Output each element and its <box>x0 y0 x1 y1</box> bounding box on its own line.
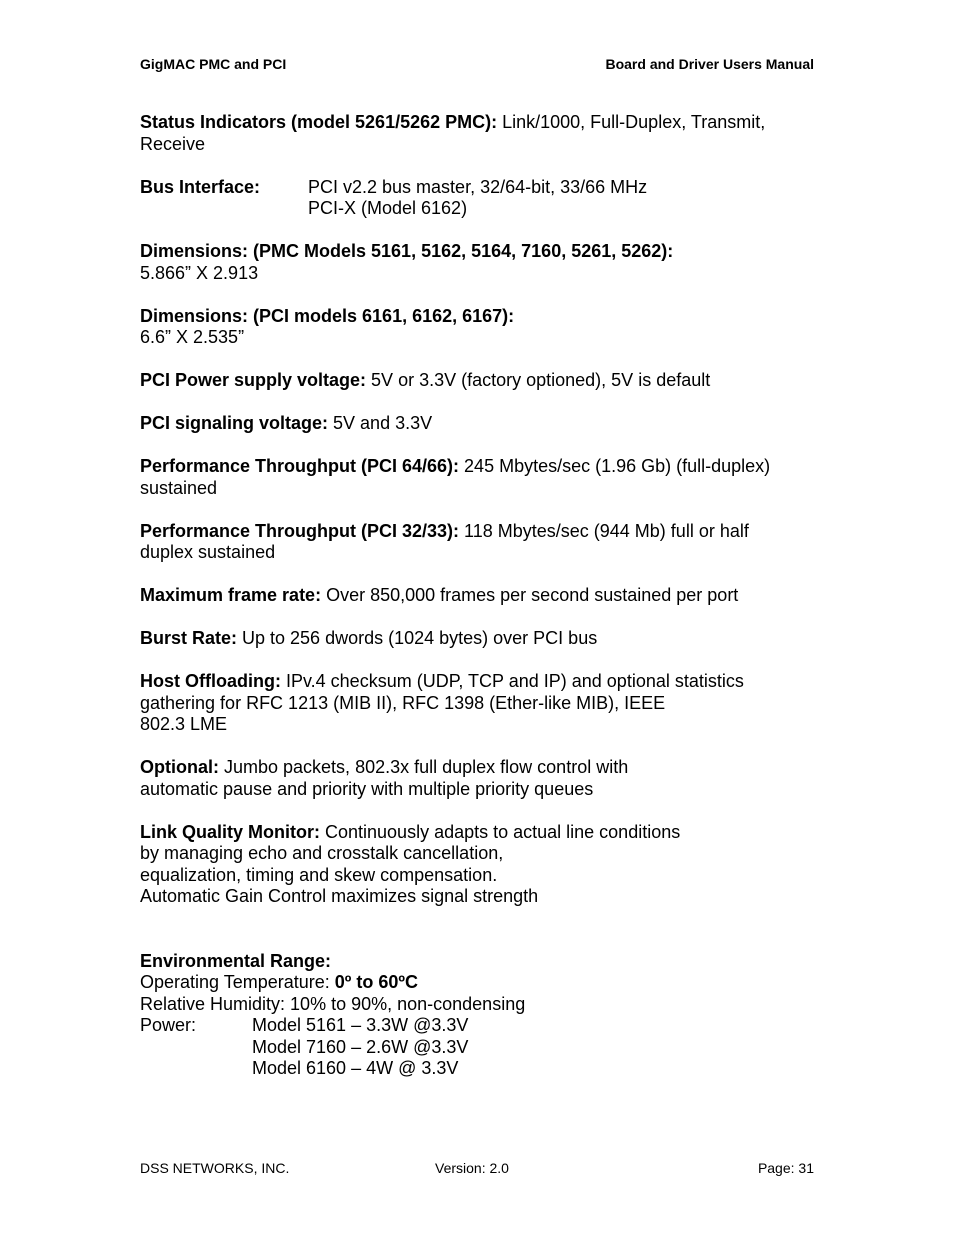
spec-value: Up to 256 dwords (1024 bytes) over PCI bus <box>237 628 598 648</box>
power-item: Model 5161 – 3.3W @3.3V <box>252 1015 469 1035</box>
spec-value: 5.866” X 2.913 <box>140 262 259 283</box>
signaling-voltage-spec <box>140 413 820 435</box>
spec-value: Continuously adapts to actual line conditions <box>320 821 681 842</box>
power-values <box>252 1015 820 1080</box>
spec-label: Bus Interface: <box>140 176 261 197</box>
bus-interface-spec <box>140 177 820 220</box>
spec-label: PCI Power supply voltage: <box>140 370 367 390</box>
optional-spec <box>140 757 820 800</box>
dimensions-pmc-spec <box>140 241 820 284</box>
temp-label: Operating Temperature: <box>140 972 335 992</box>
spec-value-cont: equalization, timing and skew compensation. <box>140 864 498 885</box>
spec-label: Link Quality Monitor: <box>140 821 320 842</box>
spec-content <box>140 112 820 1101</box>
footer-company: DSS NETWORKS, INC. <box>140 1160 290 1176</box>
power-spec <box>140 1015 820 1080</box>
status-indicators-spec <box>140 112 820 155</box>
relative-humidity: Relative Humidity: 10% to 90%, non-condensing <box>140 993 526 1014</box>
power-label: Power: <box>140 1015 197 1035</box>
spec-value: 5V or 3.3V (factory optioned), 5V is default <box>366 370 711 390</box>
spec-value-cont: by managing echo and crosstalk cancellation, <box>140 843 504 863</box>
spec-label: Dimensions: (PMC Models 5161, 5162, 5164, 7160, 5261, 5262): <box>140 241 674 261</box>
host-offloading-spec <box>140 671 820 736</box>
spec-value-cont: gathering for RFC 1213 (MIB II), RFC 1398 (Ether-like MIB), IEEE <box>140 692 666 713</box>
spec-value-cont: 802.3 LME <box>140 714 228 734</box>
spec-label: Burst Rate: <box>140 628 238 648</box>
spec-value: 6.6” X 2.535” <box>140 327 245 347</box>
throughput-64-spec <box>140 456 820 499</box>
spec-label: Performance Throughput (PCI 64/66): <box>140 456 460 476</box>
spec-value-cont: Automatic Gain Control maximizes signal strength <box>140 886 539 906</box>
spec-label: Performance Throughput (PCI 32/33): <box>140 520 460 541</box>
footer-version: Version: 2.0 <box>435 1160 509 1176</box>
spec-value-cont: duplex sustained <box>140 542 276 562</box>
spec-values <box>308 177 820 220</box>
spec-value: Link/1000, Full-Duplex, Transmit, <box>497 112 766 132</box>
spec-value: 5V and 3.3V <box>328 413 433 433</box>
spec-label: PCI signaling voltage: <box>140 413 329 433</box>
spec-value: 118 Mbytes/sec (944 Mb) full or half <box>459 520 749 541</box>
spec-label: Dimensions: (PCI models 6161, 6162, 6167): <box>140 305 515 326</box>
spec-value: PCI v2.2 bus master, 32/64-bit, 33/66 MHz <box>308 176 648 197</box>
header-doc-title: GigMAC PMC and PCI <box>140 56 287 72</box>
dimensions-pci-spec <box>140 306 820 349</box>
power-item: Model 6160 – 4W @ 3.3V <box>252 1058 459 1078</box>
link-quality-spec <box>140 822 820 908</box>
power-item: Model 7160 – 2.6W @3.3V <box>252 1036 469 1057</box>
burst-rate-spec <box>140 628 820 650</box>
footer-page-number: Page: 31 <box>757 1160 814 1176</box>
operating-temperature <box>140 972 820 994</box>
throughput-32-spec <box>140 521 820 564</box>
power-supply-spec <box>140 370 820 392</box>
spec-label: Environmental Range: <box>140 950 332 971</box>
spec-value-cont: sustained <box>140 477 218 498</box>
spec-label: Optional: <box>140 757 219 777</box>
spec-value: PCI-X (Model 6162) <box>308 198 468 218</box>
spec-value: 245 Mbytes/sec (1.96 Gb) (full-duplex) <box>459 456 771 476</box>
header-manual-title: Board and Driver Users Manual <box>605 56 814 72</box>
environmental-range-spec <box>140 951 820 1080</box>
spec-value: IPv.4 checksum (UDP, TCP and IP) and optional statistics <box>280 671 744 691</box>
spec-value: Over 850,000 frames per second sustained per port <box>321 585 739 605</box>
spec-label: Host Offloading: <box>140 671 281 691</box>
spec-label: Status Indicators (model 5261/5262 PMC): <box>140 112 498 132</box>
spec-label: Maximum frame rate: <box>140 585 322 605</box>
temp-value: 0º to 60ºC <box>334 972 418 992</box>
spec-value: Jumbo packets, 802.3x full duplex flow control with <box>219 757 629 777</box>
frame-rate-spec <box>140 585 820 607</box>
spec-value-cont: Receive <box>140 133 206 154</box>
spec-value-cont: automatic pause and priority with multiple priority queues <box>140 778 594 799</box>
